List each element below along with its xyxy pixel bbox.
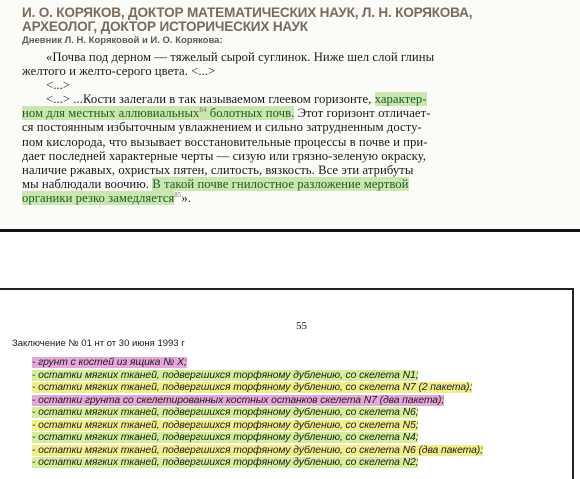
- highlighted-text: В такой почве гнилостное разложение мертвой: [152, 176, 409, 191]
- book-line: желтого и желто-серого цвета. <...>: [22, 64, 216, 79]
- book-line: ся постоянным избыточным увлажнением и сильно затрудненным досту-: [22, 120, 422, 135]
- book-line: <...>: [46, 78, 71, 93]
- book-title-line-2: АРХЕОЛОГ, ДОКТОР ИСТОРИЧЕСКИХ НАУК: [22, 19, 308, 34]
- sample-list-item: [32, 432, 483, 445]
- marker-highlight: - остатки мягких тканей, подвергшихся торфяному дублению, со скелета N6;: [32, 407, 419, 418]
- book-text: ».: [181, 190, 191, 205]
- marker-highlight: - остатки мягких тканей, подвергшихся торфяному дублению, со скелета N2;: [32, 457, 419, 468]
- book-line: [22, 92, 566, 106]
- sample-list-item: [32, 407, 483, 420]
- book-line: пом кислорода, что вызывает восстановительные процессы в почве и при-: [22, 134, 428, 149]
- sample-list-item: [32, 420, 483, 433]
- book-subtitle: Дневник Л. Н. Коряковой и И. О. Корякова:: [22, 35, 223, 46]
- book-line: [22, 191, 566, 205]
- marker-highlight: - остатки мягких тканей, подвергшихся торфяному дублению, со скелета N5;: [32, 419, 419, 431]
- report-header: Заключение № 01 нт от 30 июня 1993 г: [12, 338, 185, 349]
- sample-list-item: [32, 357, 483, 370]
- book-text: Этот горизонт отличает-: [294, 106, 431, 121]
- book-text: мы наблюдали воочию.: [22, 176, 153, 191]
- book-text: <...> ...Кости залегали в так называемом глеевом горизонте,: [46, 92, 375, 107]
- sample-list-item: [32, 445, 483, 458]
- book-line: [22, 177, 566, 191]
- book-line: наличие ржавых, охристых пятен, слитость, вязкость. Все эти атрибуты: [22, 162, 414, 177]
- marker-highlight: - грунт с костей из ящика № X;: [32, 357, 187, 368]
- footnote-ref: 84: [199, 106, 207, 115]
- page-number: 55: [296, 320, 307, 332]
- marker-highlight: - остатки мягких тканей, подвергшихся торфяному дублению, со скелета N7 (2 пакета);: [32, 382, 473, 393]
- book-excerpt: [0, 0, 580, 232]
- sample-list-item: [32, 370, 483, 383]
- marker-highlight: - остатки грунта со скелетированных костных останков скелета N7 (два пакета);: [32, 394, 445, 406]
- book-line: дает последней характерные черты — сизую или грязно-зеленую окраску,: [22, 148, 426, 163]
- highlighted-text: органики резко замедляется: [22, 190, 175, 205]
- book-text: ном для местных аллювиальных: [22, 106, 200, 121]
- sample-list: [32, 357, 483, 470]
- sample-list-item: [32, 457, 483, 470]
- lab-report-scan: [0, 288, 574, 479]
- sample-list-item: [32, 382, 483, 395]
- book-text: болотных почв.: [206, 106, 295, 121]
- highlighted-text: [22, 106, 294, 120]
- marker-highlight: - остатки мягких тканей, подвергшихся торфяному дублению, со скелета N1;: [32, 369, 419, 381]
- sample-list-item: [32, 395, 483, 408]
- marker-highlight: - остатки мягких тканей, подвергшихся торфяному дублению, со скелета N4;: [32, 432, 419, 443]
- marker-highlight: - остатки мягких тканей, подвергшихся торфяному дублению, со скелета N6 (два пакета);: [32, 444, 483, 456]
- footnote-ref: 85: [174, 190, 182, 199]
- book-line: «Почва под дерном — тяжелый сырой суглинок. Ниже шел слой глины: [46, 50, 435, 64]
- book-line: [22, 106, 566, 120]
- highlighted-text: характер-: [374, 92, 427, 107]
- book-title-line-1: И. О. КОРЯКОВ, ДОКТОР МАТЕМАТИЧЕСКИХ НАУК, Л. Н. КОРЯКОВА,: [22, 5, 473, 20]
